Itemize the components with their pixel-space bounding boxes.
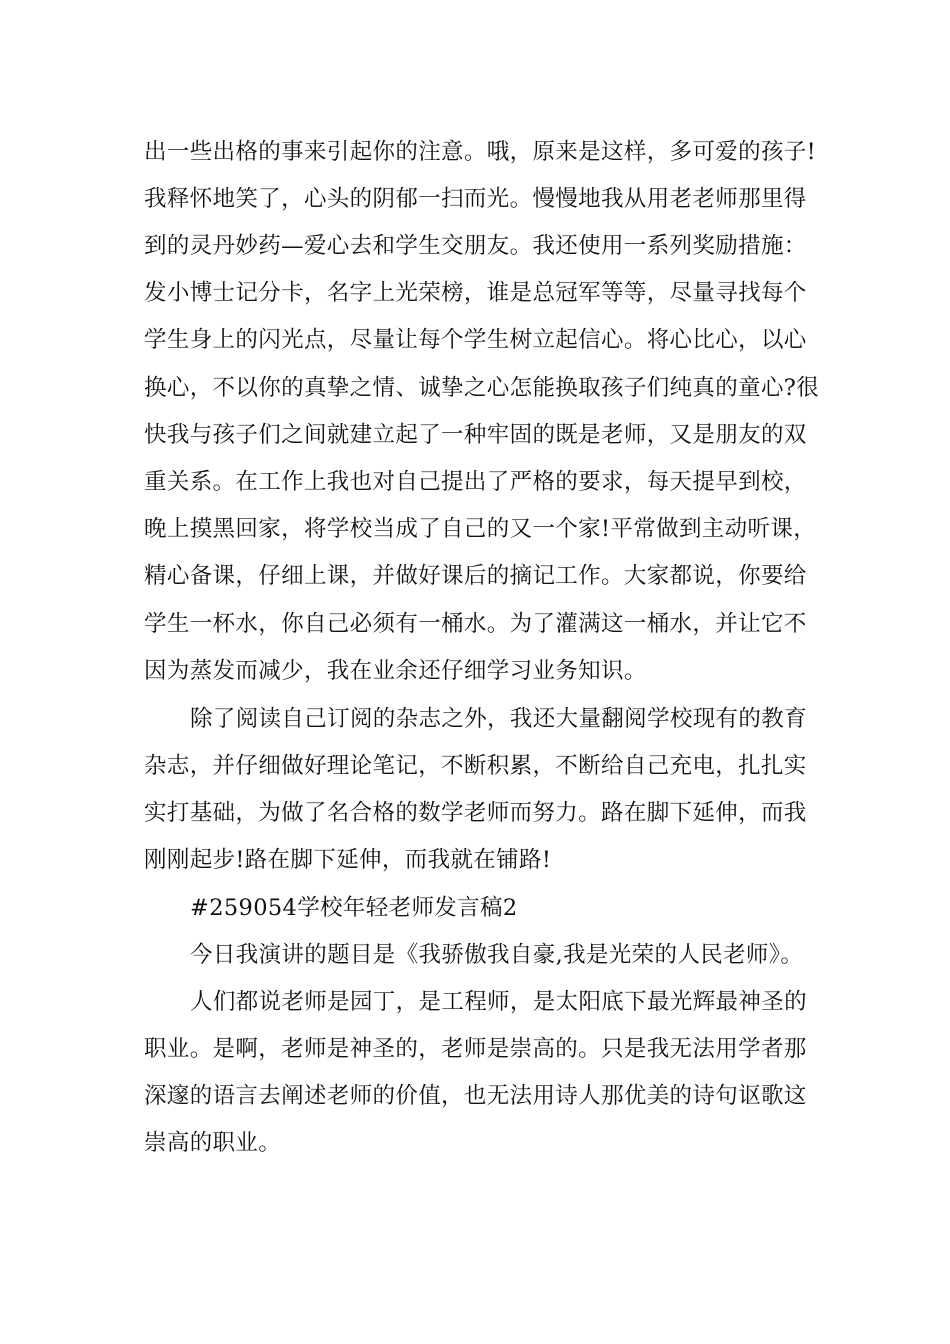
body-text-line: 快我与孩子们之间就建立起了一种牢固的既是老师，又是朋友的双 (144, 422, 807, 448)
body-text-line: 出一些出格的事来引起你的注意。哦，原来是这样，多可爱的孩子! (144, 139, 817, 165)
body-text-line: 精心备课，仔细上课，并做好课后的摘记工作。大家都说，你要给 (144, 563, 807, 589)
body-text-line: 学生身上的闪光点，尽量让每个学生树立起信心。将心比心，以心 (144, 327, 807, 353)
paragraph-first-line: 除了阅读自己订阅的杂志之外，我还大量翻阅学校现有的教育 (190, 706, 807, 732)
body-text-line: 到的灵丹妙药—爱心去和学生交朋友。我还使用一系列奖励措施： (144, 233, 807, 259)
body-text-line: 晚上摸黑回家，将学校当成了自己的又一个家!平常做到主动听课， (144, 516, 817, 542)
body-text-line: 深邃的语言去阐述老师的价值，也无法用诗人那优美的诗句讴歌这 (144, 1083, 807, 1109)
body-text-line: 杂志，并仔细做好理论笔记，不断积累，不断给自己充电，扎扎实 (144, 753, 807, 779)
paragraph-first-line: 人们都说老师是园丁，是工程师，是太阳底下最光辉最神圣的 (190, 989, 807, 1015)
body-text-line: 实打基础，为做了名合格的数学老师而努力。路在脚下延伸，而我 (144, 800, 807, 826)
section-heading: #259054学校年轻老师发言稿2 (190, 895, 518, 921)
body-text-line: 重关系。在工作上我也对自己提出了严格的要求，每天提早到校， (144, 469, 807, 495)
body-text-line: 我释怀地笑了，心头的阴郁一扫而光。慢慢地我从用老老师那里得 (144, 186, 807, 212)
body-text-line: 崇高的职业。 (144, 1130, 282, 1156)
body-text-line: 刚刚起步!路在脚下延伸，而我就在铺路! (144, 847, 552, 873)
body-text-line: 发小博士记分卡，名字上光荣榜，谁是总冠军等等，尽量寻找每个 (144, 280, 807, 306)
body-text-line: 换心，不以你的真挚之情、诚挚之心怎能换取孩子们纯真的童心?很 (144, 375, 820, 401)
body-text-line: 因为蒸发而减少，我在业余还仔细学习业务知识。 (144, 658, 647, 684)
paragraph-first-line: 今日我演讲的题目是《我骄傲我自豪,我是光荣的人民老师》。 (190, 942, 804, 968)
body-text-line: 职业。是啊，老师是神圣的，老师是崇高的。只是我无法用学者那 (144, 1036, 807, 1062)
body-text-line: 学生一杯水，你自己必须有一桶水。为了灌满这一桶水，并让它不 (144, 611, 807, 637)
